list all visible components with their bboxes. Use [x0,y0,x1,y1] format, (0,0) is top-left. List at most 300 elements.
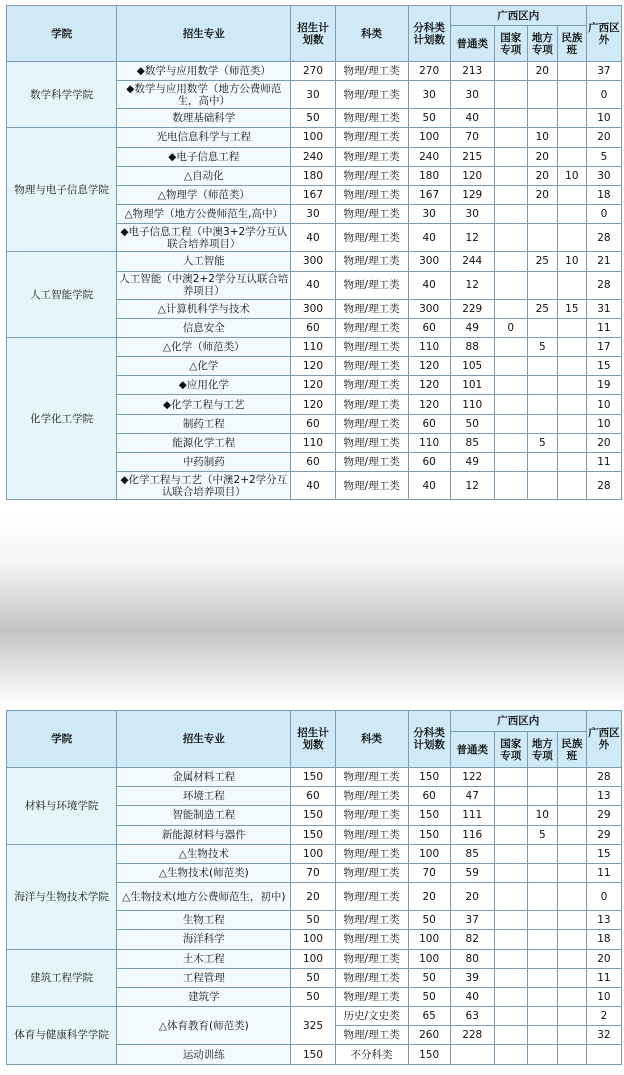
subject-category: 物理/理工类 [335,453,408,472]
plan-total: 100 [291,844,335,863]
regular-count [450,1045,494,1064]
major-name: 信息安全 [117,318,291,337]
ethnic-count [557,81,586,109]
major-name: ◆电子信息工程（中澳3+2学分互认联合培养项目） [117,224,291,252]
subject-plan: 50 [408,109,450,128]
subject-category: 物理/理工类 [335,844,408,863]
ethnic-count: 10 [557,252,586,271]
header-national: 国家专项 [494,26,527,62]
plan-total: 60 [291,414,335,433]
ethnic-count [557,147,586,166]
subject-plan: 120 [408,357,450,376]
local-count [527,453,557,472]
subject-category: 物理/理工类 [335,109,408,128]
subject-plan: 150 [408,806,450,825]
ethnic-count [557,357,586,376]
table-row [7,844,622,863]
major-name: 运动训练 [117,1045,291,1064]
plan-total: 100 [291,949,335,968]
national-count [494,883,527,911]
national-count [494,147,527,166]
outside-count: 20 [586,128,621,147]
regular-count: 47 [450,787,494,806]
subject-plan: 70 [408,863,450,882]
national-count [494,911,527,930]
subject-category: 物理/理工类 [335,166,408,185]
major-name: ◆电子信息工程 [117,147,291,166]
subject-category: 物理/理工类 [335,337,408,356]
major-name: 智能制造工程 [117,806,291,825]
national-count [494,863,527,882]
outside-count: 11 [586,318,621,337]
national-count [494,81,527,109]
national-count [494,433,527,452]
regular-count: 50 [450,414,494,433]
national-count [494,376,527,395]
plan-total: 240 [291,147,335,166]
subject-category: 物理/理工类 [335,863,408,882]
subject-plan: 180 [408,166,450,185]
subject-category: 物理/理工类 [335,987,408,1006]
plan-total: 50 [291,109,335,128]
regular-count: 122 [450,768,494,787]
local-count [527,81,557,109]
national-count [494,252,527,271]
subject-plan: 100 [408,128,450,147]
subject-category: 物理/理工类 [335,768,408,787]
subject-plan: 20 [408,883,450,911]
subject-category: 物理/理工类 [335,911,408,930]
header-subject: 科类 [335,6,408,62]
major-name: △化学（师范类） [117,337,291,356]
local-count [527,224,557,252]
outside-count: 2 [586,1007,621,1026]
regular-count: 12 [450,271,494,299]
local-count [527,1026,557,1045]
header-plan-by-subject: 分科类计划数 [408,6,450,62]
college-name: 材料与环境学院 [7,768,117,845]
subject-plan: 65 [408,1007,450,1026]
header-local: 地方专项 [527,732,557,768]
local-count [527,930,557,949]
subject-category: 物理/理工类 [335,357,408,376]
plan-total: 150 [291,806,335,825]
outside-count: 13 [586,787,621,806]
national-count [494,337,527,356]
outside-count: 10 [586,414,621,433]
major-name: 中药制药 [117,453,291,472]
local-count [527,1045,557,1064]
ethnic-count: 10 [557,166,586,185]
major-name: △物理学（师范类） [117,185,291,204]
subject-category: 物理/理工类 [335,1026,408,1045]
subject-plan: 100 [408,930,450,949]
ethnic-count [557,62,586,81]
ethnic-count [557,825,586,844]
plan-total: 300 [291,252,335,271]
plan-total: 167 [291,185,335,204]
outside-count: 19 [586,376,621,395]
ethnic-count [557,109,586,128]
major-name: △自动化 [117,166,291,185]
national-count [494,414,527,433]
college-name: 数学科学学院 [7,62,117,128]
subject-plan: 60 [408,453,450,472]
local-count: 20 [527,62,557,81]
local-count: 5 [527,337,557,356]
national-count [494,205,527,224]
subject-category: 物理/理工类 [335,472,408,500]
outside-count: 28 [586,224,621,252]
plan-total: 60 [291,453,335,472]
national-count [494,224,527,252]
outside-count: 29 [586,806,621,825]
regular-count: 39 [450,968,494,987]
major-name: 生物工程 [117,911,291,930]
subject-category: 不分科类 [335,1045,408,1064]
ethnic-count [557,1045,586,1064]
major-name: ◆数学与应用数学（地方公费师范生，高中） [117,81,291,109]
national-count: 0 [494,318,527,337]
regular-count: 82 [450,930,494,949]
ethnic-count: 15 [557,299,586,318]
plan-total: 180 [291,166,335,185]
ethnic-count [557,224,586,252]
plan-total: 60 [291,787,335,806]
subject-plan: 120 [408,376,450,395]
subject-plan: 150 [408,825,450,844]
national-count [494,357,527,376]
local-count: 10 [527,806,557,825]
outside-count: 11 [586,968,621,987]
header-college: 学院 [7,6,117,62]
outside-count: 0 [586,883,621,911]
major-name: 能源化学工程 [117,433,291,452]
outside-count: 11 [586,863,621,882]
subject-category: 物理/理工类 [335,62,408,81]
subject-plan: 260 [408,1026,450,1045]
ethnic-count [557,930,586,949]
regular-count: 101 [450,376,494,395]
subject-plan: 100 [408,949,450,968]
plan-total: 110 [291,433,335,452]
regular-count: 63 [450,1007,494,1026]
header-major: 招生专业 [117,711,291,768]
major-name: ◆化学工程与工艺 [117,395,291,414]
ethnic-count [557,185,586,204]
ethnic-count [557,271,586,299]
plan-total: 50 [291,987,335,1006]
national-count [494,395,527,414]
table-row [7,949,622,968]
major-name: 制药工程 [117,414,291,433]
local-count [527,357,557,376]
subject-category: 物理/理工类 [335,205,408,224]
national-count [494,787,527,806]
regular-count: 129 [450,185,494,204]
outside-count: 18 [586,930,621,949]
subject-category: 物理/理工类 [335,271,408,299]
ethnic-count [557,337,586,356]
local-count [527,109,557,128]
national-count [494,968,527,987]
major-name: △体育教育(师范类) [117,1007,291,1045]
regular-count: 85 [450,844,494,863]
outside-count: 37 [586,62,621,81]
subject-plan: 120 [408,395,450,414]
outside-count: 21 [586,252,621,271]
subject-plan: 100 [408,844,450,863]
national-count [494,825,527,844]
college-name: 体育与健康科学学院 [7,1007,117,1065]
major-name: 数理基础科学 [117,109,291,128]
outside-count: 28 [586,472,621,500]
local-count: 10 [527,128,557,147]
plan-total: 40 [291,224,335,252]
plan-total: 325 [291,1007,335,1045]
major-name: 建筑学 [117,987,291,1006]
outside-count: 13 [586,911,621,930]
subject-plan: 150 [408,1045,450,1064]
outside-count: 10 [586,987,621,1006]
national-count [494,844,527,863]
subject-plan: 300 [408,299,450,318]
subject-category: 物理/理工类 [335,376,408,395]
major-name: 人工智能 [117,252,291,271]
local-count [527,768,557,787]
plan-total: 70 [291,863,335,882]
subject-plan: 110 [408,433,450,452]
regular-count: 111 [450,806,494,825]
subject-plan: 167 [408,185,450,204]
outside-count: 28 [586,768,621,787]
plan-total: 30 [291,81,335,109]
plan-total: 30 [291,205,335,224]
outside-count: 28 [586,271,621,299]
plan-total: 110 [291,337,335,356]
regular-count: 85 [450,433,494,452]
local-count [527,414,557,433]
regular-count: 120 [450,166,494,185]
header-regular: 普通类 [450,26,494,62]
college-name: 物理与电子信息学院 [7,128,117,252]
regular-count: 215 [450,147,494,166]
admission-plan-table-1 [6,5,622,500]
local-count: 5 [527,825,557,844]
national-count [494,271,527,299]
plan-total: 50 [291,968,335,987]
subject-category: 物理/理工类 [335,414,408,433]
subject-plan: 240 [408,147,450,166]
header-regular: 普通类 [450,732,494,768]
regular-count: 244 [450,252,494,271]
national-count [494,949,527,968]
national-count [494,453,527,472]
outside-count: 15 [586,844,621,863]
header-subject: 科类 [335,711,408,768]
major-name: 新能源材料与器件 [117,825,291,844]
ethnic-count [557,768,586,787]
subject-category: 物理/理工类 [335,806,408,825]
subject-plan: 300 [408,252,450,271]
subject-category: 历史/文史类 [335,1007,408,1026]
local-count [527,863,557,882]
ethnic-count [557,376,586,395]
outside-count: 31 [586,299,621,318]
plan-total: 120 [291,376,335,395]
header-college: 学院 [7,711,117,768]
outside-count: 15 [586,357,621,376]
ethnic-count [557,128,586,147]
outside-count: 30 [586,166,621,185]
major-name: 土木工程 [117,949,291,968]
major-name: ◆数学与应用数学（师范类） [117,62,291,81]
local-count [527,787,557,806]
local-count [527,395,557,414]
outside-count: 0 [586,205,621,224]
ethnic-count [557,472,586,500]
local-count: 25 [527,299,557,318]
subject-plan: 40 [408,271,450,299]
major-name: △生物技术 [117,844,291,863]
subject-plan: 60 [408,414,450,433]
local-count: 5 [527,433,557,452]
plan-total: 50 [291,911,335,930]
regular-count: 40 [450,109,494,128]
major-name: 环境工程 [117,787,291,806]
local-count: 25 [527,252,557,271]
header-outside-guangxi: 广西区外 [586,711,621,768]
major-name: △物理学（地方公费师范生,高中） [117,205,291,224]
outside-count: 10 [586,109,621,128]
local-count [527,949,557,968]
plan-total: 120 [291,395,335,414]
local-count [527,271,557,299]
page-divider-shadow [0,516,624,706]
subject-category: 物理/理工类 [335,81,408,109]
local-count: 20 [527,147,557,166]
college-name: 海洋与生物技术学院 [7,844,117,949]
subject-plan: 50 [408,968,450,987]
national-count [494,185,527,204]
regular-count: 229 [450,299,494,318]
outside-count: 0 [586,81,621,109]
subject-plan: 40 [408,472,450,500]
local-count [527,987,557,1006]
national-count [494,1026,527,1045]
outside-count: 5 [586,147,621,166]
subject-plan: 40 [408,224,450,252]
major-name: 工程管理 [117,968,291,987]
subject-plan: 60 [408,318,450,337]
plan-total: 20 [291,883,335,911]
major-name: △计算机科学与技术 [117,299,291,318]
local-count [527,968,557,987]
local-count [527,1007,557,1026]
plan-total: 100 [291,930,335,949]
ethnic-count [557,863,586,882]
regular-count: 49 [450,318,494,337]
national-count [494,109,527,128]
major-name: 人工智能（中澳2+2学分互认联合培养项目） [117,271,291,299]
plan-total: 120 [291,357,335,376]
subject-plan: 110 [408,337,450,356]
regular-count: 49 [450,453,494,472]
subject-category: 物理/理工类 [335,252,408,271]
plan-total: 40 [291,271,335,299]
subject-category: 物理/理工类 [335,949,408,968]
ethnic-count [557,844,586,863]
regular-count: 59 [450,863,494,882]
header-major: 招生专业 [117,6,291,62]
outside-count: 17 [586,337,621,356]
regular-count: 88 [450,337,494,356]
ethnic-count [557,883,586,911]
major-name: 金属材料工程 [117,768,291,787]
outside-count: 20 [586,949,621,968]
ethnic-count [557,1026,586,1045]
plan-total: 150 [291,1045,335,1064]
regular-count: 12 [450,224,494,252]
ethnic-count [557,414,586,433]
table-row [7,1007,622,1026]
ethnic-count [557,949,586,968]
regular-count: 228 [450,1026,494,1045]
local-count [527,318,557,337]
ethnic-count [557,395,586,414]
ethnic-count [557,433,586,452]
local-count: 20 [527,166,557,185]
header-plan-total: 招生计划数 [291,6,335,62]
ethnic-count [557,911,586,930]
plan-total: 60 [291,318,335,337]
major-name: 光电信息科学与工程 [117,128,291,147]
regular-count: 80 [450,949,494,968]
local-count [527,205,557,224]
ethnic-count [557,806,586,825]
header-ethnic: 民族班 [557,26,586,62]
outside-count: 32 [586,1026,621,1045]
ethnic-count [557,968,586,987]
subject-category: 物理/理工类 [335,968,408,987]
plan-total: 300 [291,299,335,318]
header-local: 地方专项 [527,26,557,62]
subject-category: 物理/理工类 [335,433,408,452]
regular-count: 30 [450,81,494,109]
plan-total: 100 [291,128,335,147]
major-name: △化学 [117,357,291,376]
national-count [494,62,527,81]
table-row [7,62,622,81]
subject-category: 物理/理工类 [335,147,408,166]
ethnic-count [557,1007,586,1026]
subject-category: 物理/理工类 [335,185,408,204]
outside-count: 20 [586,433,621,452]
regular-count: 105 [450,357,494,376]
subject-plan: 60 [408,787,450,806]
table-row [7,252,622,271]
plan-total: 40 [291,472,335,500]
ethnic-count [557,318,586,337]
outside-count: 11 [586,453,621,472]
header-plan-total: 招生计划数 [291,711,335,768]
regular-count: 213 [450,62,494,81]
national-count [494,299,527,318]
major-name: ◆应用化学 [117,376,291,395]
regular-count: 30 [450,205,494,224]
national-count [494,930,527,949]
outside-count: 29 [586,825,621,844]
